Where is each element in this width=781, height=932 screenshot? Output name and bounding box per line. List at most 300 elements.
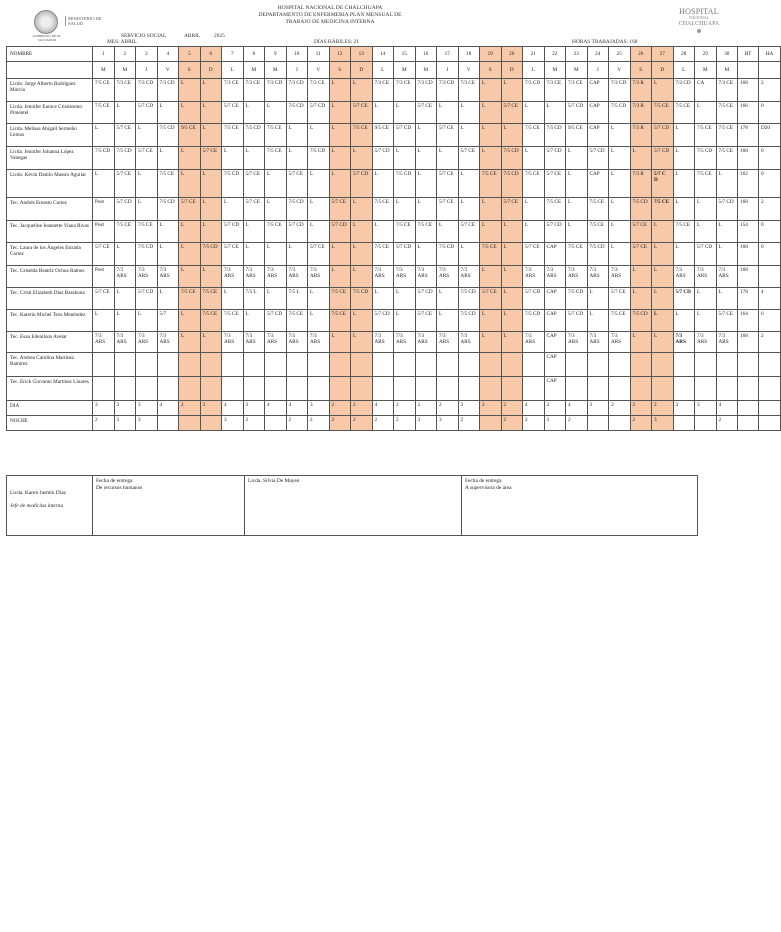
schedule-cell: 7/5 CE xyxy=(523,124,545,147)
schedule-cell: 7/3 ARS xyxy=(157,266,179,288)
schedule-cell: 5/7 CE xyxy=(415,102,437,124)
schedule-cell: 11 xyxy=(308,47,330,62)
schedule-cell xyxy=(308,377,330,401)
schedule-cell: 28 xyxy=(673,47,695,62)
schedule-cell: 2 xyxy=(501,416,523,431)
schedule-cell: 7/5 CD xyxy=(458,288,480,310)
schedule-cell: HA xyxy=(759,47,781,62)
schedule-cell: L xyxy=(157,102,179,124)
schedule-cell: L xyxy=(351,310,373,332)
schedule-cell: 3 xyxy=(609,401,631,416)
schedule-cell: L xyxy=(179,79,201,102)
schedule-cell: 0 xyxy=(759,243,781,266)
schedule-cell: 5/7 C D xyxy=(652,170,674,198)
schedule-cell: L xyxy=(179,310,201,332)
schedule-cell: L xyxy=(652,266,674,288)
schedule-cell: L xyxy=(243,221,265,243)
schedule-cell: L xyxy=(265,170,287,198)
schedule-cell: 7/5 CE xyxy=(200,288,222,310)
schedule-cell: 3 xyxy=(673,401,695,416)
schedule-cell: 7/5 L xyxy=(286,288,308,310)
schedule-cell xyxy=(587,416,609,431)
schedule-cell: S xyxy=(179,62,201,79)
schedule-cell: 5/7 CD xyxy=(566,102,588,124)
schedule-cell: 5/7 CE xyxy=(243,198,265,221)
schedule-cell xyxy=(329,353,351,377)
staff-row xyxy=(7,243,781,266)
schedule-cell xyxy=(179,377,201,401)
schedule-cell: L xyxy=(716,243,738,266)
schedule-cell: 3 xyxy=(652,416,674,431)
schedule-cell: 7/3 CE xyxy=(716,79,738,102)
schedule-cell: L xyxy=(286,124,308,147)
schedule-cell: J xyxy=(286,62,308,79)
staff-row xyxy=(7,147,781,170)
schedule-cell: L xyxy=(437,102,459,124)
schedule-cell: 5/7 CD xyxy=(286,221,308,243)
schedule-cell: 168 xyxy=(738,79,759,102)
schedule-cell: 7/3 CE xyxy=(243,79,265,102)
schedule-cell: 5/7 CD xyxy=(394,124,416,147)
schedule-cell: L xyxy=(372,221,394,243)
schedule-cell: Post xyxy=(93,266,115,288)
schedule-cell: 5/7 CE xyxy=(222,102,244,124)
schedule-cell: CAP xyxy=(587,124,609,147)
schedule-cell: L xyxy=(437,288,459,310)
schedule-cell: 5/7 CD xyxy=(265,310,287,332)
schedule-cell: 7/3 R xyxy=(630,79,652,102)
schedule-cell: CAP xyxy=(544,332,566,353)
schedule-cell: 5/7 CE xyxy=(136,147,158,170)
schedule-cell: 7/5 L xyxy=(243,288,265,310)
row-label: Tec. Erick Giovanni Martínez Linares xyxy=(7,377,93,401)
schedule-cell: 2 xyxy=(566,416,588,431)
schedule-cell: 7/5 CD xyxy=(609,102,631,124)
row-label: Licda. Melissa Abigail Sermeño Lemus xyxy=(7,124,93,147)
schedule-cell xyxy=(329,377,351,401)
schedule-cell: 7/5 CD xyxy=(200,243,222,266)
schedule-cell: L xyxy=(179,221,201,243)
schedule-cell: 4 xyxy=(157,401,179,416)
schedule-cell: 7/3 ARS xyxy=(286,266,308,288)
schedule-cell: L xyxy=(480,221,502,243)
schedule-cell xyxy=(652,377,674,401)
schedule-cell: 7/3 R xyxy=(630,170,652,198)
schedule-cell xyxy=(265,416,287,431)
schedule-cell: 2 xyxy=(630,416,652,431)
schedule-cell: L xyxy=(652,288,674,310)
schedule-cell: L xyxy=(609,198,631,221)
schedule-cell: L xyxy=(93,124,115,147)
schedule-cell: 5/7 CE xyxy=(200,147,222,170)
schedule-table xyxy=(6,46,781,431)
department-line: DEPARTAMENTO DE ENFERMERIA PLAN MENSUAL DE xyxy=(258,12,402,18)
schedule-cell: L xyxy=(523,147,545,170)
schedule-cell: 3 xyxy=(222,416,244,431)
schedule-cell: 2 xyxy=(480,401,502,416)
schedule-cell: 7/5 CE xyxy=(673,221,695,243)
schedule-cell xyxy=(523,353,545,377)
schedule-cell: 2 xyxy=(372,416,394,431)
schedule-cell xyxy=(458,353,480,377)
schedule-cell: L xyxy=(480,102,502,124)
schedule-cell xyxy=(243,377,265,401)
schedule-cell: 5/7 CE xyxy=(544,170,566,198)
schedule-cell: L xyxy=(652,221,674,243)
schedule-cell: 4 xyxy=(566,401,588,416)
schedule-cell: 7/3 CD xyxy=(673,79,695,102)
schedule-cell: J xyxy=(136,62,158,79)
row-label: Tec. Cristi Elizabeth Díaz Barahona xyxy=(7,288,93,310)
schedule-cell: 22 xyxy=(544,47,566,62)
schedule-cell: V xyxy=(609,62,631,79)
schedule-cell: L xyxy=(200,79,222,102)
schedule-cell: 7/5 CE xyxy=(523,170,545,198)
schedule-cell: 5/7 CD xyxy=(136,288,158,310)
schedule-cell: L xyxy=(329,79,351,102)
schedule-cell: 7/5 CE xyxy=(93,102,115,124)
schedule-cell: 7/5 CE xyxy=(265,124,287,147)
schedule-cell: D xyxy=(200,62,222,79)
schedule-cell: L xyxy=(179,332,201,353)
schedule-cell: 7/3 R xyxy=(630,124,652,147)
schedule-cell: L xyxy=(222,288,244,310)
schedule-cell xyxy=(609,377,631,401)
schedule-cell: 7/5 CD xyxy=(544,124,566,147)
schedule-cell: L xyxy=(652,310,674,332)
seal-text: GOBIERNO DE EL SALVADOR xyxy=(32,34,62,42)
schedule-cell: L xyxy=(544,102,566,124)
schedule-cell: 7/5 CD xyxy=(630,198,652,221)
schedule-cell: 2 xyxy=(243,416,265,431)
schedule-cell: L xyxy=(265,102,287,124)
schedule-cell: 162 xyxy=(738,170,759,198)
schedule-cell: L xyxy=(673,124,695,147)
schedule-cell: 7/5 CE xyxy=(157,170,179,198)
schedule-cell: 23 xyxy=(566,47,588,62)
schedule-cell: 7/3 ARS xyxy=(136,332,158,353)
schedule-cell: L xyxy=(415,170,437,198)
schedule-cell: L xyxy=(695,198,717,221)
schedule-cell: L xyxy=(501,243,523,266)
schedule-cell: 5/7 CE xyxy=(243,170,265,198)
schedule-cell: 7/3 ARS xyxy=(609,332,631,353)
schedule-cell: L xyxy=(179,266,201,288)
schedule-cell: L xyxy=(372,170,394,198)
schedule-cell xyxy=(673,353,695,377)
fecha-rrhh-label: Fecha de entrega xyxy=(96,478,133,484)
schedule-cell: L xyxy=(243,243,265,266)
hospital-name: HOSPITAL NACIONAL DE CHALCHUAPA xyxy=(277,5,383,11)
schedule-cell: D xyxy=(501,62,523,79)
schedule-cell: L xyxy=(329,170,351,198)
schedule-cell: 7/5 CD xyxy=(630,310,652,332)
schedule-cell: 7/5 CD xyxy=(93,147,115,170)
schedule-cell: L xyxy=(609,147,631,170)
schedule-cell: L xyxy=(458,102,480,124)
schedule-cell: 3 xyxy=(93,401,115,416)
schedule-cell xyxy=(394,377,416,401)
row-label: Tec. Esau Edenilson Avelar xyxy=(7,332,93,353)
schedule-cell: 6 xyxy=(200,47,222,62)
schedule-cell: 17 xyxy=(437,47,459,62)
schedule-cell: 168 xyxy=(738,243,759,266)
schedule-cell: 7/3 ARS xyxy=(157,332,179,353)
schedule-cell: L xyxy=(114,288,136,310)
schedule-cell: L xyxy=(200,102,222,124)
schedule-cell: 7/5 CE xyxy=(222,124,244,147)
schedule-cell xyxy=(501,377,523,401)
jefe-role: Jefe de medicina interna xyxy=(10,503,64,509)
schedule-cell: V xyxy=(157,62,179,79)
schedule-cell xyxy=(759,416,781,431)
schedule-cell: 3 xyxy=(114,416,136,431)
schedule-cell: 4 xyxy=(716,401,738,416)
schedule-cell: 7/5 CE xyxy=(480,170,502,198)
schedule-cell: 2 xyxy=(179,401,201,416)
schedule-cell: 7/5 CE xyxy=(544,198,566,221)
staff-row xyxy=(7,310,781,332)
schedule-cell: 7/3 CE xyxy=(544,79,566,102)
mes-label: ABRIL xyxy=(184,33,201,39)
schedule-cell: L xyxy=(222,147,244,170)
schedule-cell: 7/5 CD xyxy=(566,288,588,310)
schedule-cell: L xyxy=(329,266,351,288)
schedule-cell: 0 xyxy=(759,147,781,170)
schedule-cell: 5/7 xyxy=(157,310,179,332)
schedule-cell xyxy=(114,377,136,401)
schedule-cell: L xyxy=(458,198,480,221)
schedule-cell: 7/5 CE xyxy=(394,221,416,243)
supervisor-name: Licda. Silvia De Mayen xyxy=(248,478,300,484)
schedule-cell xyxy=(437,353,459,377)
schedule-cell: 3 xyxy=(136,416,158,431)
schedule-cell xyxy=(738,416,759,431)
schedule-cell: L xyxy=(695,221,717,243)
schedule-cell: 2 xyxy=(458,416,480,431)
schedule-cell: L xyxy=(566,170,588,198)
schedule-cell xyxy=(673,416,695,431)
schedule-cell: 7/3 CD xyxy=(265,79,287,102)
schedule-cell: 7/3 ARS xyxy=(394,332,416,353)
schedule-cell: L xyxy=(329,124,351,147)
schedule-cell: 5/7 CE xyxy=(222,243,244,266)
schedule-cell: 5/7 CE xyxy=(458,147,480,170)
schedule-cell: 5/7 CD xyxy=(136,102,158,124)
schedule-cell: 7/3 CD xyxy=(136,79,158,102)
row-label: Licda. Jennifer Johanna López Vanegas xyxy=(7,147,93,170)
schedule-cell: L xyxy=(179,147,201,170)
schedule-cell: 5/7 CD xyxy=(566,310,588,332)
schedule-cell: 2 xyxy=(114,47,136,62)
schedule-cell: 5/7 CE xyxy=(114,170,136,198)
staff-row xyxy=(7,332,781,353)
schedule-cell: 5/7 CD xyxy=(351,170,373,198)
hospital-logo xyxy=(676,8,722,33)
schedule-cell: 9/5 CE xyxy=(372,124,394,147)
schedule-cell xyxy=(759,353,781,377)
schedule-cell: L xyxy=(652,332,674,353)
schedule-cell xyxy=(566,353,588,377)
schedule-cell: L xyxy=(114,310,136,332)
schedule-cell xyxy=(93,353,115,377)
schedule-cell: L xyxy=(587,288,609,310)
schedule-cell: HT xyxy=(738,47,759,62)
schedule-cell: M xyxy=(394,62,416,79)
schedule-cell: 8 xyxy=(243,47,265,62)
schedule-cell: L xyxy=(437,221,459,243)
schedule-cell: 7/5 CD xyxy=(157,124,179,147)
schedule-cell: 5/7 CD xyxy=(695,243,717,266)
schedule-cell: L xyxy=(286,243,308,266)
schedule-cell: L xyxy=(480,147,502,170)
schedule-cell: L xyxy=(136,310,158,332)
schedule-cell xyxy=(351,377,373,401)
schedule-cell: L xyxy=(501,332,523,353)
schedule-cell xyxy=(609,416,631,431)
schedule-cell: L xyxy=(695,102,717,124)
schedule-cell: 7/5 CE xyxy=(480,243,502,266)
schedule-cell: L xyxy=(157,243,179,266)
schedule-cell: 5/7 CE xyxy=(114,124,136,147)
schedule-cell: L xyxy=(716,221,738,243)
schedule-cell: 7/3 CD xyxy=(437,79,459,102)
schedule-cell xyxy=(738,62,759,79)
schedule-cell: 5/7 CE xyxy=(716,310,738,332)
schedule-cell: 7/5 CD xyxy=(308,147,330,170)
schedule-cell xyxy=(200,416,222,431)
schedule-cell: L xyxy=(566,198,588,221)
row-label: Tec. Griselda Beatriz Ochoa Ramos xyxy=(7,266,93,288)
schedule-cell: L xyxy=(630,266,652,288)
schedule-cell: 7/3 CD xyxy=(609,79,631,102)
schedule-cell xyxy=(394,353,416,377)
schedule-cell: 7/3 CD xyxy=(415,79,437,102)
schedule-cell: 7/5 CD xyxy=(458,310,480,332)
schedule-cell xyxy=(566,377,588,401)
schedule-cell: 25 xyxy=(609,47,631,62)
schedule-cell: L xyxy=(265,243,287,266)
schedule-cell: L xyxy=(394,102,416,124)
servicio-label: SERVICIO SOCIAL xyxy=(121,33,167,39)
day-number-row xyxy=(7,47,781,62)
schedule-cell: 7/5 CD xyxy=(157,198,179,221)
schedule-cell: 5/7 CE xyxy=(501,198,523,221)
schedule-cell: L xyxy=(501,79,523,102)
staff-row xyxy=(7,221,781,243)
schedule-cell: L xyxy=(695,288,717,310)
fecha-supervisora-sub: A supervisora de área xyxy=(465,485,512,491)
ministry-logo xyxy=(34,10,104,40)
schedule-cell xyxy=(738,353,759,377)
schedule-cell xyxy=(265,353,287,377)
schedule-cell xyxy=(157,377,179,401)
schedule-cell xyxy=(136,377,158,401)
year-label: 2025 xyxy=(214,33,225,39)
schedule-cell xyxy=(587,377,609,401)
schedule-cell xyxy=(759,377,781,401)
schedule-cell: 7/5 CD xyxy=(394,170,416,198)
schedule-cell: 29 xyxy=(695,47,717,62)
schedule-cell: 7/5 CE xyxy=(587,198,609,221)
schedule-cell xyxy=(243,353,265,377)
schedule-cell: 12 xyxy=(329,47,351,62)
schedule-cell xyxy=(415,353,437,377)
schedule-cell: 0 xyxy=(759,170,781,198)
schedule-cell: 7/5 CD xyxy=(523,310,545,332)
schedule-cell: L xyxy=(265,198,287,221)
schedule-cell: 9 xyxy=(265,47,287,62)
schedule-cell xyxy=(114,353,136,377)
schedule-cell: 178 xyxy=(738,288,759,310)
schedule-cell: L xyxy=(480,198,502,221)
schedule-cell: 3 xyxy=(458,401,480,416)
schedule-cell xyxy=(673,377,695,401)
schedule-cell: 4 xyxy=(265,401,287,416)
schedule-cell xyxy=(609,353,631,377)
schedule-cell: 7/5 CE xyxy=(93,79,115,102)
schedule-cell: L xyxy=(329,332,351,353)
schedule-cell: L xyxy=(480,79,502,102)
schedule-cell: 7/5 CE xyxy=(265,147,287,170)
fecha-supervisora-label: Fecha de entrega xyxy=(465,478,502,484)
staff-row xyxy=(7,124,781,147)
schedule-cell: L xyxy=(351,79,373,102)
schedule-cell xyxy=(351,353,373,377)
schedule-cell: M xyxy=(265,62,287,79)
schedule-cell: 7/5 CD xyxy=(286,198,308,221)
government-seal-icon xyxy=(34,10,58,34)
schedule-cell: L xyxy=(394,198,416,221)
schedule-cell: L xyxy=(243,310,265,332)
schedule-cell: L xyxy=(179,102,201,124)
schedule-cell: 30 xyxy=(716,47,738,62)
schedule-cell: 7/3 CD xyxy=(286,79,308,102)
schedule-cell: L xyxy=(308,170,330,198)
schedule-cell: L xyxy=(308,198,330,221)
logo-dot-icon xyxy=(697,29,701,33)
schedule-cell: L xyxy=(437,147,459,170)
schedule-cell: 3 xyxy=(437,416,459,431)
staff-row xyxy=(7,170,781,198)
mes-abril: MES: ABRIL xyxy=(107,39,137,45)
schedule-cell: 7/3 ARS xyxy=(673,266,695,288)
schedule-cell: S xyxy=(480,62,502,79)
schedule-cell: 2 xyxy=(759,198,781,221)
row-label: NOCHE xyxy=(7,416,93,431)
schedule-cell xyxy=(695,377,717,401)
schedule-cell: 5/7 CD xyxy=(652,147,674,170)
schedule-cell xyxy=(716,353,738,377)
schedule-cell: 7/5 CE xyxy=(351,124,373,147)
fecha-supervisora xyxy=(462,476,698,536)
schedule-cell: S xyxy=(630,62,652,79)
staff-row xyxy=(7,377,781,401)
schedule-cell: D20 xyxy=(759,124,781,147)
row-label xyxy=(7,62,93,79)
horas-trabajadas: HORAS TRABAJADAS: 168 xyxy=(572,39,638,45)
schedule-cell: 7/3 ARS xyxy=(93,332,115,353)
schedule-cell: 5/7 CD xyxy=(716,198,738,221)
schedule-cell: 2 xyxy=(93,416,115,431)
schedule-cell: L xyxy=(501,266,523,288)
schedule-cell xyxy=(308,353,330,377)
schedule-cell: 5/7 CE xyxy=(630,243,652,266)
schedule-cell: 7/3 ARS xyxy=(243,266,265,288)
schedule-cell: L xyxy=(673,198,695,221)
schedule-cell: 7/5 CE xyxy=(286,310,308,332)
schedule-cell: L xyxy=(243,102,265,124)
